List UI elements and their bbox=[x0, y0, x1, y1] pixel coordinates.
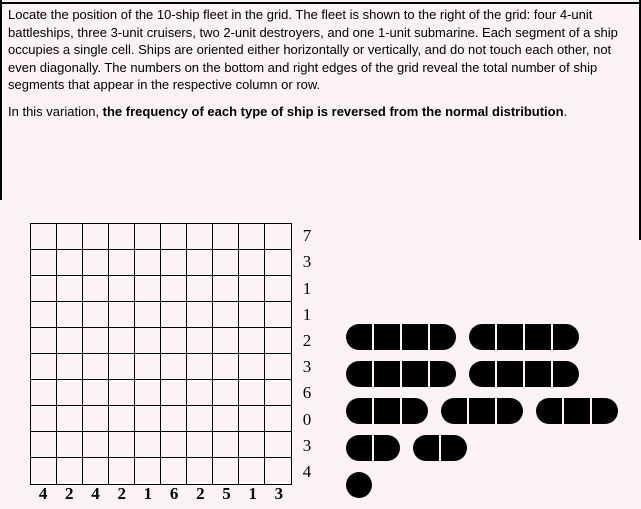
variation-prefix: In this variation, bbox=[8, 103, 103, 119]
ship-segment bbox=[346, 324, 372, 350]
grid-cell[interactable] bbox=[213, 432, 239, 458]
cruiser bbox=[346, 398, 428, 424]
top-divider bbox=[0, 2, 641, 4]
grid-cell[interactable] bbox=[239, 302, 265, 328]
fleet-row bbox=[346, 398, 618, 424]
grid-cell[interactable] bbox=[83, 328, 109, 354]
ship-segment bbox=[469, 361, 495, 387]
cruiser bbox=[536, 398, 618, 424]
battleship bbox=[469, 361, 579, 387]
grid-cell[interactable] bbox=[135, 354, 161, 380]
ship-segment bbox=[402, 361, 428, 387]
row-clue: 1 bbox=[302, 278, 312, 298]
battleship bbox=[346, 361, 456, 387]
row-clue: 1 bbox=[302, 304, 312, 324]
col-clue: 2 bbox=[196, 484, 205, 503]
grid-cell[interactable] bbox=[213, 458, 239, 484]
grid-cell[interactable] bbox=[161, 224, 187, 250]
ship-segment bbox=[346, 361, 372, 387]
ship-segment bbox=[553, 361, 579, 387]
grid-cell[interactable] bbox=[265, 380, 291, 406]
variation-rule-bold: the frequency of each type of ship is reversed from the normal distribution bbox=[102, 103, 564, 119]
grid-cell[interactable] bbox=[239, 406, 265, 432]
grid-cell[interactable] bbox=[239, 432, 265, 458]
grid-cell[interactable] bbox=[57, 328, 83, 354]
grid-cell[interactable] bbox=[135, 380, 161, 406]
grid-cell[interactable] bbox=[213, 224, 239, 250]
grid-cell[interactable] bbox=[109, 302, 135, 328]
grid-cell[interactable] bbox=[109, 432, 135, 458]
grid-cell[interactable] bbox=[109, 328, 135, 354]
fleet-row bbox=[346, 472, 618, 498]
row-clues bbox=[295, 223, 319, 485]
grid-cell[interactable] bbox=[213, 302, 239, 328]
grid-cell[interactable] bbox=[83, 406, 109, 432]
grid-cell[interactable] bbox=[187, 250, 213, 276]
col-clue: 1 bbox=[248, 484, 257, 503]
grid-cell[interactable] bbox=[161, 380, 187, 406]
grid-cell[interactable] bbox=[187, 458, 213, 484]
fleet-display bbox=[346, 324, 618, 509]
grid-cell[interactable] bbox=[265, 354, 291, 380]
ship-segment bbox=[346, 435, 372, 461]
grid-cell[interactable] bbox=[83, 458, 109, 484]
row-clue: 3 bbox=[302, 252, 312, 272]
ship-segment bbox=[402, 324, 428, 350]
ship-segment bbox=[346, 398, 372, 424]
grid-cell[interactable] bbox=[265, 458, 291, 484]
row-clue: 3 bbox=[302, 435, 312, 455]
variation-suffix: . bbox=[563, 103, 568, 119]
grid-cell[interactable] bbox=[31, 432, 57, 458]
battleship bbox=[469, 324, 579, 350]
fleet-row bbox=[346, 324, 618, 350]
ship-segment bbox=[441, 435, 467, 461]
grid-cell[interactable] bbox=[31, 250, 57, 276]
grid-cell[interactable] bbox=[135, 406, 161, 432]
grid-cell[interactable] bbox=[161, 276, 187, 302]
ship-segment bbox=[441, 398, 467, 424]
grid-cell[interactable] bbox=[187, 380, 213, 406]
puzzle-grid[interactable] bbox=[30, 223, 292, 485]
row-clue: 6 bbox=[302, 383, 312, 403]
grid-cell[interactable] bbox=[57, 302, 83, 328]
ship-segment bbox=[497, 398, 523, 424]
grid-cell[interactable] bbox=[213, 276, 239, 302]
instructions-text: Locate the position of the 10-ship fleet in the grid. The fleet is shown to the right of the grid: four 4-unit battleships, three 3-unit cruisers, two 2-unit destroyers, and one 1-unit submarine. Each segment of a ship occupies a single cell. Ships are oriented either horizontally or vertically, and do not touch each other, not even diagonally. The numbers on the bottom and right edges of the grid reveal the total number of ship segments that appear in the respective column or row. bbox=[8, 7, 618, 92]
ship-segment bbox=[497, 361, 523, 387]
grid-cell[interactable] bbox=[239, 458, 265, 484]
left-divider bbox=[0, 0, 2, 200]
col-clue: 4 bbox=[91, 484, 100, 503]
col-clue: 1 bbox=[143, 484, 153, 503]
grid-cell[interactable] bbox=[213, 328, 239, 354]
destroyer bbox=[413, 435, 467, 461]
grid-cell[interactable] bbox=[187, 354, 213, 380]
grid-cell[interactable] bbox=[187, 432, 213, 458]
ship-segment bbox=[469, 398, 495, 424]
grid-cell[interactable] bbox=[265, 328, 291, 354]
grid-cell[interactable] bbox=[31, 276, 57, 302]
grid-cell[interactable] bbox=[135, 224, 161, 250]
grid-cell[interactable] bbox=[187, 302, 213, 328]
ship-segment bbox=[430, 324, 456, 350]
grid-cell[interactable] bbox=[109, 354, 135, 380]
row-clue: 2 bbox=[302, 330, 312, 350]
instructions-paragraph-2 bbox=[8, 103, 636, 121]
grid-cell[interactable] bbox=[161, 302, 187, 328]
grid-cell[interactable] bbox=[57, 380, 83, 406]
grid-cell[interactable] bbox=[109, 458, 135, 484]
ship-segment bbox=[497, 324, 523, 350]
col-clue: 5 bbox=[222, 484, 231, 503]
ship-segment bbox=[525, 324, 551, 350]
grid-cell[interactable] bbox=[57, 406, 83, 432]
ship-segment bbox=[536, 398, 562, 424]
grid-cell[interactable] bbox=[187, 276, 213, 302]
grid-cell[interactable] bbox=[239, 380, 265, 406]
col-clue: 2 bbox=[65, 484, 74, 503]
grid-cell[interactable] bbox=[239, 328, 265, 354]
grid-cell[interactable] bbox=[265, 224, 291, 250]
grid-cell[interactable] bbox=[31, 328, 57, 354]
grid-cell[interactable] bbox=[161, 354, 187, 380]
ship-segment bbox=[469, 324, 495, 350]
grid-cell[interactable] bbox=[135, 458, 161, 484]
grid-cell[interactable] bbox=[161, 250, 187, 276]
col-clue: 2 bbox=[117, 484, 126, 503]
grid-cell[interactable] bbox=[31, 354, 57, 380]
ship-segment bbox=[430, 361, 456, 387]
grid-cell[interactable] bbox=[161, 458, 187, 484]
grid-cell[interactable] bbox=[83, 380, 109, 406]
ship-segment bbox=[413, 435, 439, 461]
grid-cell[interactable] bbox=[109, 380, 135, 406]
grid-cell[interactable] bbox=[31, 224, 57, 250]
grid-cell[interactable] bbox=[83, 302, 109, 328]
grid-cell[interactable] bbox=[109, 224, 135, 250]
grid-cell[interactable] bbox=[57, 250, 83, 276]
submarine bbox=[346, 472, 372, 498]
ship-segment bbox=[374, 435, 400, 461]
grid-cell[interactable] bbox=[135, 250, 161, 276]
grid-cell[interactable] bbox=[83, 432, 109, 458]
cruiser bbox=[441, 398, 523, 424]
grid-cell[interactable] bbox=[213, 354, 239, 380]
ship-segment bbox=[374, 361, 400, 387]
battleship bbox=[346, 324, 456, 350]
grid-cell[interactable] bbox=[213, 250, 239, 276]
grid-cell[interactable] bbox=[83, 224, 109, 250]
grid-cell[interactable] bbox=[213, 380, 239, 406]
col-clue: 3 bbox=[274, 484, 284, 503]
grid-cell[interactable] bbox=[135, 302, 161, 328]
ship-segment bbox=[374, 324, 400, 350]
destroyer bbox=[346, 435, 400, 461]
grid-cell[interactable] bbox=[83, 354, 109, 380]
col-clue: 4 bbox=[38, 484, 48, 503]
grid-cell[interactable] bbox=[239, 276, 265, 302]
grid-cell[interactable] bbox=[265, 432, 291, 458]
column-clues bbox=[30, 484, 292, 504]
ship-segment bbox=[525, 361, 551, 387]
grid-cell[interactable] bbox=[31, 458, 57, 484]
ship-segment bbox=[564, 398, 590, 424]
grid-cell[interactable] bbox=[265, 302, 291, 328]
ship-segment bbox=[592, 398, 618, 424]
grid-cell[interactable] bbox=[83, 276, 109, 302]
grid-cell[interactable] bbox=[239, 354, 265, 380]
row-clue: 7 bbox=[302, 226, 312, 246]
ship-segment bbox=[553, 324, 579, 350]
grid-cell[interactable] bbox=[31, 380, 57, 406]
grid-cell[interactable] bbox=[161, 406, 187, 432]
ship-segment bbox=[374, 398, 400, 424]
fleet-row bbox=[346, 435, 618, 461]
grid-cell[interactable] bbox=[31, 302, 57, 328]
grid-cell[interactable] bbox=[187, 328, 213, 354]
grid-cell[interactable] bbox=[31, 406, 57, 432]
instructions-paragraph-1 bbox=[8, 6, 636, 94]
grid-cell[interactable] bbox=[57, 276, 83, 302]
grid-cell[interactable] bbox=[161, 328, 187, 354]
grid-cell[interactable] bbox=[239, 250, 265, 276]
grid-cell[interactable] bbox=[109, 250, 135, 276]
grid-cell[interactable] bbox=[187, 224, 213, 250]
grid-cell[interactable] bbox=[187, 406, 213, 432]
fleet-row bbox=[346, 361, 618, 387]
row-clue: 4 bbox=[302, 461, 312, 481]
ship-segment bbox=[346, 472, 372, 498]
row-clue: 3 bbox=[302, 357, 312, 377]
grid-cell[interactable] bbox=[83, 250, 109, 276]
grid-cell[interactable] bbox=[135, 276, 161, 302]
grid-cell[interactable] bbox=[239, 224, 265, 250]
grid-cell[interactable] bbox=[161, 432, 187, 458]
grid-cell[interactable] bbox=[57, 458, 83, 484]
grid-cell[interactable] bbox=[135, 432, 161, 458]
col-clue: 6 bbox=[169, 484, 179, 503]
grid-cell[interactable] bbox=[109, 406, 135, 432]
grid-cell[interactable] bbox=[265, 276, 291, 302]
grid-cell[interactable] bbox=[109, 276, 135, 302]
row-clue: 0 bbox=[302, 409, 312, 429]
grid-cell[interactable] bbox=[57, 224, 83, 250]
grid-cell[interactable] bbox=[265, 406, 291, 432]
grid-cell[interactable] bbox=[265, 250, 291, 276]
grid-cell[interactable] bbox=[57, 354, 83, 380]
grid-cell[interactable] bbox=[213, 406, 239, 432]
grid-cell[interactable] bbox=[57, 432, 83, 458]
grid-cell[interactable] bbox=[135, 328, 161, 354]
ship-segment bbox=[402, 398, 428, 424]
instructions bbox=[8, 6, 636, 120]
